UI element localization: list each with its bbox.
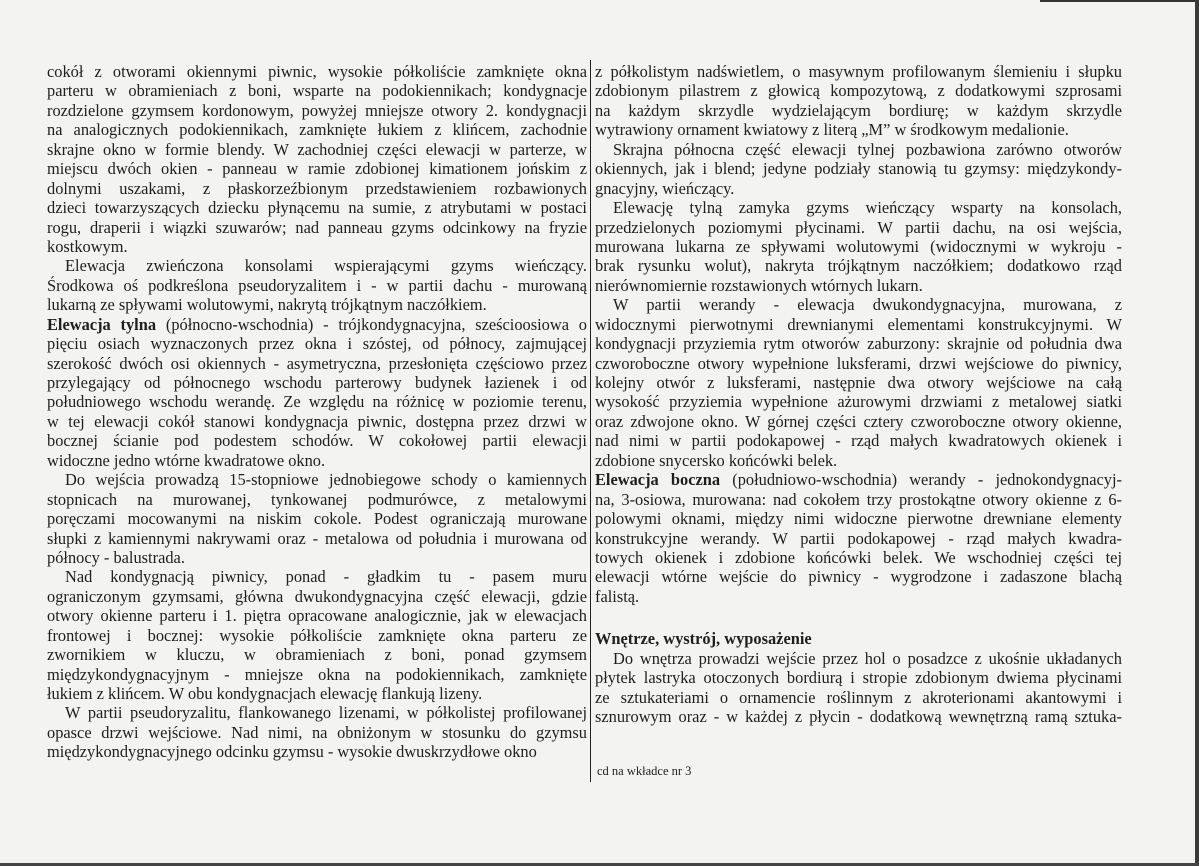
- text-line: Do wejścia prowadzą 15-stopniowe jednobiegowe schody o kamiennych: [65, 470, 587, 490]
- text-line: Do wnętrza prowadzi wejście przez hol o posadzce z ukośnie układanych: [613, 648, 1122, 668]
- text-line: szerokość dwóch osi okiennych - asymetryczna, przesłonięta częściowo przez: [47, 353, 587, 373]
- paragraph: [47, 256, 587, 314]
- continuation-note: cd na wkładce nr 3: [597, 764, 692, 778]
- text-line: słupki z kamiennymi nakrywami oraz - metalowa od południa i murowana od: [47, 528, 587, 548]
- paragraph: [47, 470, 587, 567]
- paragraph: [47, 703, 587, 761]
- text-line: południowego wschodu werandę. Ze względu na różnicę w poziomie terenu,: [47, 392, 587, 412]
- text-line: polowymi oknami, między nimi widoczne pierwotne drewniane elementy: [595, 509, 1122, 529]
- right-paragraphs: [595, 62, 1122, 606]
- text-line: przedzielonych poziomymi płycinami. W partii dachu, na osi wejścia,: [595, 217, 1122, 237]
- text-line: zdobione snycersko końcówki belek.: [595, 450, 838, 470]
- text-line: brak rysunku wolut), nakryta trójkątnym naczółkiem; dodatkowo rząd: [595, 256, 1122, 276]
- text-line: murowana lukarna ze spływami wolutowymi (widocznymi w wykroju -: [595, 236, 1122, 256]
- text-line: nierównomiernie rozstawionych wtórnych lukarn.: [595, 275, 923, 295]
- text-line: frontowej i bocznej: wysokie półkoliście zamknięte okna parteru ze: [47, 625, 587, 645]
- text-line: elewacji wtórne wejście do piwnicy - wygrodzone i zadaszone blachą: [595, 567, 1122, 587]
- text-line: przylegający od północnego wschodu parterowy budynek łazienek i od: [47, 373, 587, 392]
- right-text-column: [595, 62, 1122, 726]
- text-line: cokół z otworami okiennymi piwnic, wysokie półkoliście zamknięte okna: [47, 62, 587, 81]
- text-line: łukiem z klińcem. W obu kondygnacjach elewację flankują lizeny.: [47, 684, 483, 703]
- text-line: płytek lastryka otoczonych bordiurą i stropie zdobionym dwiema płycinami: [595, 668, 1122, 688]
- text-line: okiennych, jak i blend; jedyne podziały stanowią tu gzymsy: międzykondy-: [595, 159, 1122, 179]
- text-line: parteru w obramieniach z boni, wsparte na podokiennikach; kondygnacje: [47, 81, 587, 101]
- text-line: zwornikiem w kluczu, w obramieniach z boni, ponad gzymsem: [47, 645, 587, 665]
- text-line: ze sztukateriami o ornamencie roślinnym z akroterionami akantowymi i: [595, 687, 1122, 707]
- text-line: W partii pseudoryzalitu, flankowanego lizenami, w półkolistej profilowanej: [65, 703, 587, 723]
- text-line: w tej elewacji cokół stanowi kondygnacja piwnic, dostępna przez drzwi w: [47, 411, 587, 431]
- paragraph: [595, 198, 1122, 295]
- text-line: Skrajna północna część elewacji tylnej pozbawiona zarówno otworów: [613, 139, 1122, 159]
- text-line: skrajne okno w formie blendy. W zachodniej części elewacji w parterze, w: [47, 139, 587, 159]
- text-line: z półkolistym nadświetlem, o masywnym profilowanym ślemieniu i słupku: [595, 62, 1122, 81]
- text-line: rogu, draperii i wiązki szuwarów; nad panneau gzyms odcinkowy na fryzie: [47, 217, 587, 237]
- text-line: Elewację tylną zamyka gzyms wieńczący wsparty na konsolach,: [613, 198, 1122, 218]
- text-line: północy - balustrada.: [47, 547, 185, 567]
- text-line: stopnicach na murowanej, tynkowanej podmurówce, z metalowymi: [47, 489, 587, 509]
- text-line: zdobionym pilastrem z głowicą kompozytową, z dodatkowymi szprosami: [595, 81, 1122, 101]
- text-line: dzieci towarzyszących dziecku płynącemu na sumie, z atrybutami w postaci: [47, 198, 587, 218]
- text-line: dolnymi uszakami, z płaskorzeźbionym przedstawieniem rozbawionych: [47, 178, 587, 198]
- text-line: międzykondygnacyjnym - mniejsze okna na podokiennikach, zamknięte: [47, 664, 587, 684]
- text-line: kolejny otwór z luksferami, następnie dwa otwory wejściowe na całą: [595, 373, 1122, 392]
- text-line: lukarną ze spływami wolutowymi, nakrytą trójkątnym naczółkiem.: [47, 295, 487, 315]
- text-line: opasce drzwi wejściowe. Nad nimi, na obniżonym w stosunku do gzymsu: [47, 722, 587, 742]
- paragraph: [47, 567, 587, 703]
- text-line: czworoboczne otwory wypełnione luksferami, drzwi wejściowe do piwnicy,: [595, 353, 1122, 373]
- text-line: Środkowa oś podkreślona pseudoryzalitem i - w partii dachu - murowaną: [47, 275, 587, 295]
- paragraph: [595, 62, 1122, 140]
- section-heading: Wnętrze, wystrój, wyposażenie: [595, 629, 812, 649]
- text-line: sznurowym oraz - w każdej z płycin - dodatkową wewnętrzną ramą sztuka-: [595, 707, 1122, 727]
- text-line: bocznej ścianie pod podestem schodów. W cokołowej partii elewacji: [47, 431, 587, 451]
- paragraph: [47, 315, 587, 471]
- text-line: międzykondygnacyjnego odcinku gzymsu - wysokie dwuskrzydłowe okno: [47, 742, 537, 762]
- scan-border-top: [1040, 0, 1199, 2]
- text-line: poręczami mocowanymi na niskim cokole. Podest ograniczają murowane: [47, 509, 587, 529]
- paragraph: [595, 470, 1122, 606]
- text-line: W partii werandy - elewacja dwukondygnacyjna, murowana, z: [613, 295, 1122, 315]
- text-line: na analogicznych podokiennikach, zamknięte łukiem z klińcem, zachodnie: [47, 120, 587, 140]
- text-line: towych okienek i zdobione końcówki belek. We wschodniej części tej: [595, 547, 1122, 567]
- paragraph: [595, 140, 1122, 198]
- text-line: ograniczonym gzymsami, główna dwukondygnacyjna część elewacji, gdzie: [47, 586, 587, 606]
- text-line: widoczne jedno wtórne kwadratowe okno.: [47, 450, 326, 470]
- text-line: wysokość przyziemia wypełnione ażurowymi drzwiami z metalowej siatki: [595, 392, 1122, 412]
- text-line: Nad kondygnacją piwnicy, ponad - gładkim tu - pasem muru: [65, 567, 587, 587]
- text-line: widocznymi pierwotnymi drewnianymi elementami konstrukcyjnymi. W: [595, 314, 1122, 334]
- text-line: [595, 470, 1122, 489]
- text-line: konstrukcyjne werandy. W partii podokapowej - rząd małych kwadra-: [595, 528, 1122, 548]
- scan-border-right: [1195, 0, 1199, 866]
- paragraph: [595, 295, 1122, 470]
- text-line: Elewacja zwieńczona konsolami wspierającymi gzyms wieńczący.: [65, 256, 587, 276]
- text-line: rozdzielone gzymsem kordonowym, powyżej mniejsze otwory 2. kondygnacji: [47, 100, 587, 120]
- text-line: miejscu dwóch okien - panneau w ramie zdobionej kimationem jońskim z: [47, 159, 587, 179]
- paragraph: [595, 649, 1122, 727]
- text-line: oraz zdwojone okno. W górnej części cztery czworoboczne otwory okienne,: [595, 411, 1122, 431]
- bold-subheading: Elewacja boczna: [595, 470, 721, 490]
- column-divider: [590, 60, 591, 782]
- text-line: otwory okienne parteru i 1. piętra opracowane analogicznie, jak w elewacjach: [47, 606, 587, 626]
- text-line: gnacyjny, wieńczący.: [595, 178, 735, 198]
- bold-subheading: Elewacja tylna: [47, 314, 157, 334]
- text-line: [47, 315, 587, 334]
- left-text-column: [47, 62, 587, 762]
- paragraph: [47, 62, 587, 256]
- text-line: na, 3-osiowa, murowana: nad cokołem trzy prostokątne otwory okienne z 6-: [595, 489, 1122, 509]
- line-text: (południowo-wschodnia) werandy - jednokondygnacyj-: [720, 470, 1122, 490]
- line-text: (północno-wschodnia) - trójkondygnacyjna, sześcioosiowa o: [156, 314, 587, 334]
- text-line: pięciu osiach wyznaczonych przez okna i szóstej, od północy, zajmującej: [47, 334, 587, 354]
- text-line: na każdym skrzydle wydzielającym bordiurę; w każdym skrzydle: [595, 100, 1122, 120]
- text-line: wytrawiony ornament kwiatowy z literą „M” w środkowym medalionie.: [595, 120, 1069, 140]
- text-line: falistą.: [595, 586, 640, 606]
- text-line: nad nimi w partii podokapowej - rząd małych kwadratowych okienek i: [595, 431, 1122, 451]
- section-paragraph: [595, 649, 1122, 727]
- text-line: kostkowym.: [47, 236, 128, 256]
- text-line: kondygnacji przyziemia rytm otworów zaburzony: skrajnie od południa dwa: [595, 334, 1122, 354]
